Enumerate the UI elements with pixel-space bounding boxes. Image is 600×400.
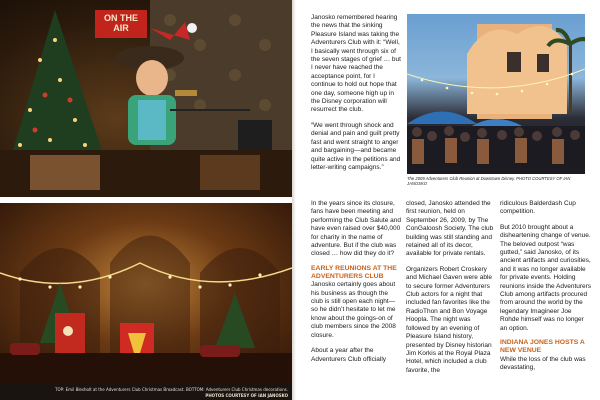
intro-paragraph: In the years since its closure, fans have been meeting and performing the Club Salute and have even raised over $40,000 for charity in the name of adventure. But if the club was closed … how did they do it? <box>311 200 401 258</box>
section-heading-early-reunions: EARLY REUNIONS AT THE ADVENTURERS CLUB <box>311 264 397 281</box>
left-caption-credit: PHOTOS COURTESY OF IAN JANOSKO <box>205 393 288 398</box>
column-2 <box>406 200 494 375</box>
quote-paragraph-1: Janosko remembered hearing the news that the sinking Pleasure Island was taking the Adventurers Club with it: “Well, I basically went through six of the seven stages of grief … but I never have reached the acceptance point, for I continue to hold out hope that one day, someone high up in the Disney corporation will resurrect the club. <box>311 14 401 114</box>
page-gutter <box>292 0 296 400</box>
loss-paragraph: While the loss of the club was devastating, <box>500 355 586 371</box>
organizers-paragraph: Organizers Robert Croskery and Michael Gaven were able to secure former Adventurers Club actors for a night that included fan favorites like the RadioThon and Bon Voyage Hoopla. The night was followed by an evening of Pleasure Island history, presented by Disney historian Jim Korkis at the Royal Plaza Hotel, which included a club favorite, the <box>406 265 492 374</box>
column-1-bottom <box>311 200 401 364</box>
photo-club-decorations <box>0 203 292 383</box>
photo-club-decorations-art <box>0 203 292 383</box>
left-photo-caption <box>0 383 292 400</box>
closure-paragraph-start: About a year after the Adventurers Club officially <box>311 347 387 363</box>
photo-christmas-broadcast <box>0 0 292 197</box>
photo-reunion-art <box>407 14 585 174</box>
reunion-photo-caption: The 2009 Adventurers Club Reunion at Downtown Disney. PHOTO COURTESY OF IAN JANOSKO <box>407 176 571 186</box>
photo-christmas-broadcast-art <box>0 0 292 197</box>
first-reunion-paragraph: closed, Janosko attended the first reunion, held on September 26, 2009, by The ConGaloosh Society. The club building was still standing and retained all of its decor, available for private rentals. <box>406 200 494 258</box>
left-caption-text: TOP: Emil Blesholt at the Adventurers Club Christmas Broadcast. BOTTOM: Adventurers Club Christmas decorations. <box>55 387 288 392</box>
quote-paragraph-2: “We went through shock and denial and pain and guilt pretty fast and went straight to anger and bargaining—and became quite active in the petitions and letter-writing campaigns.” <box>311 121 401 171</box>
photo-reunion-downtown-disney <box>407 14 585 174</box>
venue-change-paragraph: But 2010 brought about a disheartening change of venue. The beloved outpost “was gutted,” said Janosko, of its ancient artifacts and curiosities, and it was no longer available for private events. Holding reunions inside the Adventurers Club among artifacts procured from around the world by the legendary Imagineer Joe Rohde himself was no longer an option. <box>500 223 592 332</box>
column-1-top <box>311 14 401 172</box>
section-heading-indiana-jones: INDIANA JONES HOSTS A NEW VENUE <box>500 339 585 355</box>
column-3 <box>500 200 592 372</box>
on-the-air-sign: ON THE AIR <box>103 13 138 33</box>
early-reunions-paragraph: Janosko certainly goes about his business as though the club is still open each night—so he didn’t hesitate to let me know about the goings-on of club members since the 2008 closure. <box>311 281 396 339</box>
balderdash-paragraph: ridiculous Balderdash Cup competition. <box>500 200 576 216</box>
